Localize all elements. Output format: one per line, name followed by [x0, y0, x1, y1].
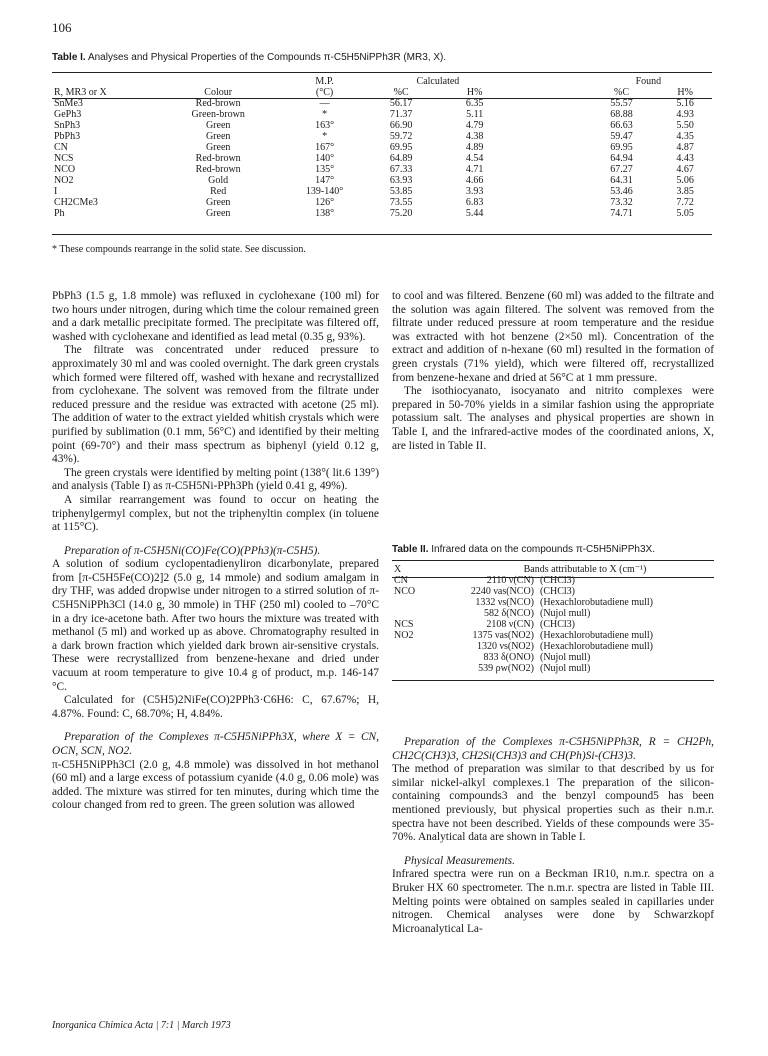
table1-cell: Green-brown — [191, 109, 245, 120]
table1-cell: 5.16 — [676, 98, 694, 109]
table2-row — [392, 586, 714, 597]
table1-cell: 4.43 — [676, 153, 694, 164]
table1-cell: * — [322, 131, 328, 142]
table1-cell: 5.44 — [465, 208, 484, 219]
table1-cell: 73.55 — [389, 197, 413, 208]
right-section-heading-1: Preparation of the Complexes π-C5H5NiPPh3R, R = CH2Ph, CH2C(CH3)3, CH2Si(CH3)3 and CH(Ph)Si-(CH3)3. — [392, 736, 714, 762]
table1-row — [52, 164, 712, 175]
right-paragraph-2: The isothiocyanato, isocyanato and nitrito complexes were prepared in 50-70% yields in a similar fashion using the appropriate potassium salt. The analyses and physical properties are shown in Table I, and the infrared-active modes of the coordinated anions, X, are listed in Table II. — [392, 385, 714, 452]
table2-header-bands: Bands attributable to X (cm⁻¹) — [523, 564, 647, 575]
table2-cell: (Hexachlorobutadiene mull) — [540, 641, 654, 652]
table1-cell: 69.95 — [610, 142, 633, 153]
table2-cell: 2240 νas(NCO) — [470, 586, 534, 597]
table1-cell: CH2CMe3 — [54, 197, 98, 208]
table1-cell: 167° — [315, 142, 335, 153]
table1-row — [52, 109, 712, 120]
table2-header-rule — [392, 577, 714, 578]
table2-caption — [392, 544, 655, 555]
table1-cell: 56.17 — [389, 98, 413, 109]
table2-cell: 1375 νas(NO2) — [472, 630, 534, 641]
table1-cell: 69.95 — [389, 142, 413, 153]
table1-header-rule — [52, 98, 712, 99]
table1-cell: 59.47 — [610, 131, 633, 142]
table1-cell: 64.89 — [389, 153, 413, 164]
table2-cell: NO2 — [394, 630, 414, 641]
table1-footnote: * These compounds rearrange in the solid state. See discussion. — [52, 244, 306, 255]
right-column — [392, 290, 714, 453]
table2-row — [392, 641, 714, 652]
left-paragraph-7: π-C5H5NiPPh3Cl (2.0 g, 4.8 mmole) was dissolved in hot methanol (60 ml) and a large excess of potassium cyanide (4.0 g, 0.06 mole) was added. The mixture was stirred for ten minutes, during which time the colour changed from red to green. The green solution was allowed — [52, 758, 379, 812]
right-paragraph-4: Infrared spectra were run on a Beckman IR10, n.m.r. spectra on a Bruker HX 60 spectrometer. The n.m.r. spectra are listed in Table III. Melting points were obtained on samples sealed in capillaries under nitrogen. Chemical analyses were done by Schwarzkopf Microanalytical La- — [392, 868, 714, 935]
table1-cell: 5.50 — [676, 120, 694, 131]
table2-cell — [392, 641, 456, 652]
table2-title: Infrared data on the compounds π-C5H5NiPPh3X. — [431, 544, 655, 555]
left-section-heading-2: Preparation of the Complexes π-C5H5NiPPh3X, where X = CN, OCN, SCN, NO2. — [52, 731, 379, 757]
table1-cell: 74.71 — [610, 208, 633, 219]
table1-cell: 66.63 — [610, 120, 633, 131]
table2-cell: (CHCl3) — [540, 575, 575, 586]
table1-top-rule — [52, 72, 712, 73]
table1-cell: 4.89 — [465, 142, 484, 153]
table1-cell: 63.93 — [389, 175, 413, 186]
table1-cell: 135° — [315, 164, 335, 175]
table2-cell: (Hexachlorobutadiene mull) — [540, 597, 654, 608]
table2-header-row — [392, 564, 714, 575]
table1-row — [52, 197, 712, 208]
table2-cell — [392, 608, 456, 619]
table1-cell: 3.85 — [676, 186, 694, 197]
right-paragraph-3: The method of preparation was similar to that described by us for similar nickel-alkyl complexes.1 The preparation of the silicon-containing compounds3 and the benzyl compound5 has been mentioned previously, but physical properties such as their n.m.r. spectra have not been described. Yields of these compounds were 35-70%. Analytical data are shown in Table I. — [392, 763, 714, 844]
table1-cell: 147° — [315, 175, 335, 186]
table2-cell: 2108 ν(CN) — [486, 619, 534, 630]
table2-row — [392, 608, 714, 619]
table2-cell: 539 ρw(NO2) — [478, 663, 534, 674]
table2-cell: 2110 ν(CN) — [486, 575, 534, 586]
table1-cell: NO2 — [54, 175, 74, 186]
right-section-heading-2: Physical Measurements. — [404, 854, 515, 867]
table2-cell — [392, 663, 456, 674]
table1-cell: PbPh3 — [54, 131, 81, 142]
table1-header-found-c: %C — [614, 87, 629, 98]
table1-cell: GePh3 — [54, 109, 82, 120]
table1-cell: 4.66 — [465, 175, 484, 186]
table2-cell: (Nujol mull) — [540, 663, 591, 674]
table1-cell: 66.90 — [389, 120, 413, 131]
table2-cell: (CHCl3) — [540, 619, 575, 630]
table1-row — [52, 208, 712, 219]
journal-footer: Inorganica Chimica Acta | 7:1 | March 1973 — [52, 1020, 231, 1031]
table2-cell: CN — [394, 575, 408, 586]
table1-cell: 68.88 — [610, 109, 633, 120]
table1-cell: Green — [205, 142, 231, 153]
page-number: 106 — [52, 20, 72, 35]
table1-row — [52, 153, 712, 164]
table2-top-rule — [392, 560, 714, 561]
table1-cell: Green — [205, 197, 231, 208]
table1-cell: 140° — [315, 153, 335, 164]
table1-cell: 5.05 — [676, 208, 694, 219]
table1-cell: 7.72 — [676, 197, 694, 208]
table1-row — [52, 186, 712, 197]
table2-cell: 582 δ(NCO) — [484, 608, 534, 619]
table2-row — [392, 597, 714, 608]
table1-header-calc-h: H% — [466, 87, 483, 98]
table1-header-colour: Colour — [204, 87, 233, 98]
left-paragraph-3: The green crystals were identified by melting point (138°( lit.6 139°) and analysis (Table I) as π-C5H5Ni-PPh3Ph (yield 0.41 g, 49%). — [52, 466, 379, 493]
table1-caption — [52, 52, 446, 63]
table1-title: Analyses and Physical Properties of the Compounds π-C5H5NiPPh3R (MR3, X). — [87, 52, 447, 63]
table1-header-row — [52, 87, 712, 98]
table1-row — [52, 175, 712, 186]
table1-label: Table I. — [52, 52, 86, 63]
table1-cell: Green — [205, 208, 231, 219]
table1-cell: Red — [210, 186, 227, 197]
table1-cell: 4.54 — [465, 153, 484, 164]
table1-header-calc-c: %C — [393, 87, 409, 98]
table2-cell: 1320 νs(NO2) — [476, 641, 534, 652]
table1-cell: 73.32 — [610, 197, 633, 208]
table1-cell: 5.11 — [466, 109, 484, 120]
table2-header-x: X — [394, 564, 402, 575]
table1-cell: 55.57 — [610, 98, 633, 109]
table1-cell: 67.27 — [610, 164, 633, 175]
table1-cell: I — [54, 186, 58, 197]
table1-cell: CN — [54, 142, 68, 153]
table2-cell: NCO — [394, 586, 416, 597]
table1-cell: 67.33 — [389, 164, 413, 175]
table1-cell: 126° — [315, 197, 335, 208]
table1-cell: 4.93 — [676, 109, 694, 120]
table1-cell: 163° — [315, 120, 335, 131]
table1-cell: 139-140° — [305, 186, 344, 197]
table1-cell: 4.67 — [676, 164, 694, 175]
table1-cell: SnMe3 — [54, 98, 83, 109]
left-column — [52, 290, 379, 813]
table2 — [392, 564, 714, 674]
table2-cell: 833 δ(ONO) — [483, 652, 534, 663]
table1-cell: Red-brown — [195, 153, 241, 164]
table1-cell: * — [322, 109, 328, 120]
table1-group-calculated: Calculated — [416, 76, 460, 87]
table1-cell: 59.72 — [389, 131, 413, 142]
table1-cell: 138° — [315, 208, 335, 219]
table2-row — [392, 663, 714, 674]
table2-cell — [392, 652, 456, 663]
table1-cell: Ph — [54, 208, 65, 219]
table1-cell: Green — [205, 120, 231, 131]
left-paragraph-1: PbPh3 (1.5 g, 1.8 mmole) was refluxed in cyclohexane (100 ml) for two hours under nitrogen, during which time the colour remained green and a dark metallic precipitate formed. The precipitate was filtered off, washed with cyclohexane and identified as lead metal (0.35 g, 93%). — [52, 290, 379, 343]
table1-cell: 6.83 — [465, 197, 484, 208]
right-paragraph-1: to cool and was filtered. Benzene (60 ml) was added to the filtrate and the solution was again filtered. The solvent was removed from the filtrate under reduced pressure at room temperature and the residue was extracted with hot benzene (2×50 ml). Concentration of the extract and addition of n-hexane (60 ml) resulted in the formation of green crystals (71% yield), which were filtered off, recrystallized from benzene-hexane and dried at 56°C at 1 mm pressure. — [392, 290, 714, 384]
right-column-lower — [392, 736, 714, 936]
table1-header-r: R, MR3 or X — [54, 87, 107, 98]
table1-group-header-row — [52, 76, 712, 87]
table1-cell: — — [319, 98, 330, 109]
table1-row — [52, 120, 712, 131]
table1-cell: Gold — [208, 175, 229, 186]
table1-cell: Red-brown — [195, 98, 241, 109]
table2-body — [392, 575, 714, 674]
table2-cell: NCS — [394, 619, 414, 630]
table1-cell: NCO — [54, 164, 76, 175]
table1-cell: 3.93 — [465, 186, 484, 197]
table1-cell: 4.79 — [465, 120, 484, 131]
table1-cell: 4.35 — [676, 131, 694, 142]
table1-cell: 5.06 — [676, 175, 694, 186]
table1-header-mp: M.P. — [315, 76, 334, 87]
table1-cell: 4.71 — [465, 164, 484, 175]
table2-cell: (CHCl3) — [540, 586, 575, 597]
left-paragraph-5: A solution of sodium cyclopentadienyliron dicarbonylate, prepared from [π-C5H5Fe(CO)2]2 (5.0 g, 14 mmole) and sodium amalgam in dry THF, was added dropwise under nitrogen to a stirred solution of π-C5H5NiPPh3Cl (14.0 g, 30 mmole) in THF (250 ml) cooled to –70°C in a dry ice-acetone bath. After two hours the mixture was treated with methanol (5 ml) and worked up as above. Chromatography resulted in a dark brown fraction which yielded dark brown air-sensitive crystals. These were recrystallized from benzene-hexane and dried under vacuum at room temperature to give 10.4 g of product, m.p. 146-147 °C. — [52, 558, 379, 693]
left-paragraph-4: A similar rearrangement was found to occur on heating the triphenylgermyl complex, but not the triphenyltin complex (in toluene at 115°C). — [52, 493, 379, 534]
table1-cell: 6.35 — [465, 98, 484, 109]
table1-cell: Green — [205, 131, 231, 142]
table1-cell: 53.46 — [610, 186, 633, 197]
table1-cell: NCS — [54, 153, 74, 164]
table1-cell: 53.85 — [389, 186, 413, 197]
table1-header-found-h: H% — [677, 87, 693, 98]
table1-cell: 64.94 — [610, 153, 633, 164]
table1-row — [52, 98, 712, 109]
table2-row — [392, 619, 714, 630]
table1-cell: 4.87 — [676, 142, 694, 153]
left-section-heading-1: Preparation of π-C5H5Ni(CO)Fe(CO)(PPh3)(π-C5H5). — [64, 544, 321, 557]
table2-cell — [392, 597, 456, 608]
table1-body — [52, 98, 712, 219]
left-paragraph-2: The filtrate was concentrated under reduced pressure to approximately 30 ml and was cooled overnight. The dark green crystals which formed were filtered off, washed with hexane and recrystallized from cyclohexane. The solvent was removed from the filtrate under reduced pressure and the residue was extracted with acetone (25 ml). The addition of water to the extract yielded whitish crystals which were purified by sublimation (0.1 mm, 56°C) and identified by their melting point (69-70°) and their mass spectrum as biphenyl (yield 0.12 g, 43%). — [52, 344, 379, 466]
table1-cell: 4.38 — [465, 131, 484, 142]
table1-cell: 71.37 — [389, 109, 413, 120]
table2-row — [392, 652, 714, 663]
table1-cell: 64.31 — [610, 175, 633, 186]
table1-group-found: Found — [635, 76, 662, 87]
table2-cell: (Nujol mull) — [540, 652, 591, 663]
table1-cell: Red-brown — [195, 164, 241, 175]
table1-header-mp-unit: (°C) — [315, 87, 334, 98]
table2-row — [392, 630, 714, 641]
table1-row — [52, 131, 712, 142]
table2-bottom-rule — [392, 680, 714, 681]
table2-cell: (Nujol mull) — [540, 608, 591, 619]
table2-label: Table II. — [392, 544, 429, 555]
table2-cell: 1332 νs(NCO) — [475, 597, 534, 608]
table1-bottom-rule — [52, 234, 712, 235]
table1-cell: SnPh3 — [54, 120, 81, 131]
table2-cell: (Hexachlorobutadiene mull) — [540, 630, 654, 641]
left-paragraph-6: Calculated for (C5H5)2NiFe(CO)2PPh3·C6H6: C, 67.67%; H, 4.87%. Found: C, 68.70%; H, 4.84%. — [52, 694, 379, 720]
table1-row — [52, 142, 712, 153]
table1-cell: 75.20 — [389, 208, 413, 219]
